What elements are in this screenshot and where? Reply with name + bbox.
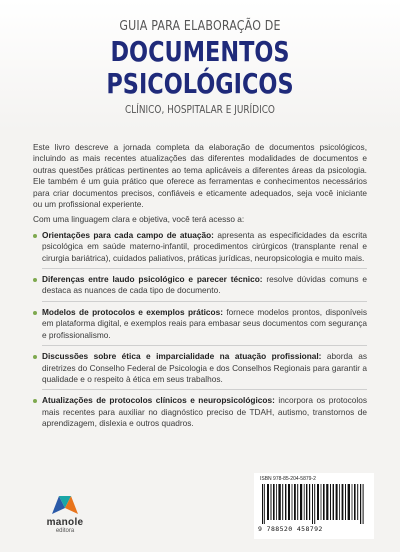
publisher-name: manole — [46, 517, 84, 528]
divider — [42, 345, 367, 346]
book-title-line2: PSICOLÓGICOS — [106, 67, 294, 100]
barcode-icon — [260, 484, 368, 524]
bullet-title: Atualizações de protocolos clínicos e neuropsicológicos: — [42, 395, 275, 406]
bullet-text: apresenta as especificidades da escrita psicológica em saúde materno-infantil, procedimentos cirúrgicos (transplante renal e cirurgia bariátrica), cuidados paliativos, práticas jurídicas, neuropsicologia e muito mais. — [42, 229, 367, 263]
bullet-item — [33, 351, 367, 385]
bullet-text: incorpora os protocolos mais recentes para auxiliar no diagnóstico preciso de TDAH, autismo, transtornos de aprendizagem, dislexia e outros quadros. — [42, 395, 367, 429]
bullet-title: Discussões sobre ética e imparcialidade na atuação profissional: — [42, 351, 322, 362]
bullet-item — [33, 395, 367, 429]
bullet-dot-icon — [33, 399, 37, 403]
bullet-text: fornece modelos prontos, disponíveis em plataforma digital, e exemplos reais para embasar seus documentos com segurança e profissionalismo. — [42, 306, 367, 340]
bullet-item — [33, 230, 367, 264]
bullet-dot-icon — [33, 355, 37, 359]
bullet-dot-icon — [33, 278, 37, 282]
lead-sentence: Com uma linguagem clara e objetiva, você terá acesso a: — [33, 214, 245, 225]
bullet-title: Orientações para cada campo de atuação: — [42, 229, 214, 240]
bullet-dot-icon — [33, 234, 37, 238]
book-supertitle: GUIA PARA ELABORAÇÃO DE — [119, 18, 281, 34]
bullet-item — [33, 274, 367, 297]
book-subtitle: CLÍNICO, HOSPITALAR E JURÍDICO — [125, 104, 275, 116]
divider — [42, 389, 367, 390]
barcode-block — [254, 473, 374, 539]
bullet-text: resolve dúvidas comuns e destaca as nuances de cada tipo de documento. — [42, 274, 367, 296]
divider — [42, 301, 367, 302]
bullet-dot-icon — [33, 311, 37, 315]
book-title-line1: DOCUMENTOS — [110, 35, 290, 68]
publisher-logo — [40, 492, 90, 534]
bullet-item — [33, 307, 367, 341]
bullet-text: aborda as diretrizes do Conselho Federal de Psicologia e dos Conselhos Regionais para garantir a qualidade e o respeito à ética em seus trabalhos. — [42, 351, 367, 384]
intro-paragraph: Este livro descreve a jornada completa da elaboração de documentos psicológicos, incluindo as mais recentes atualizações das diferentes modalidades de documentos e outras questões práticas pertinentes ao tema aplicáveis a diferentes áreas da psicologia. Ele também é um guia prático que oferece as ferramentas e conhecimentos necessários para criar documentos precisos, confiáveis e eticamente adequados, seja você iniciante ou um profissional experiente. — [33, 142, 367, 210]
barcode-number: 9 788520 458792 — [258, 525, 323, 533]
bullet-title: Diferenças entre laudo psicológico e parecer técnico: — [42, 274, 263, 285]
book-header — [0, 18, 400, 116]
publisher-sub: editora — [55, 528, 75, 534]
back-cover-text — [33, 142, 367, 434]
divider — [42, 268, 367, 269]
isbn-text: ISBN 978-85-204-5879-2 — [260, 476, 316, 482]
manole-logo-icon — [50, 492, 80, 516]
bullet-title: Modelos de protocolos e exemplos práticos: — [42, 306, 223, 317]
